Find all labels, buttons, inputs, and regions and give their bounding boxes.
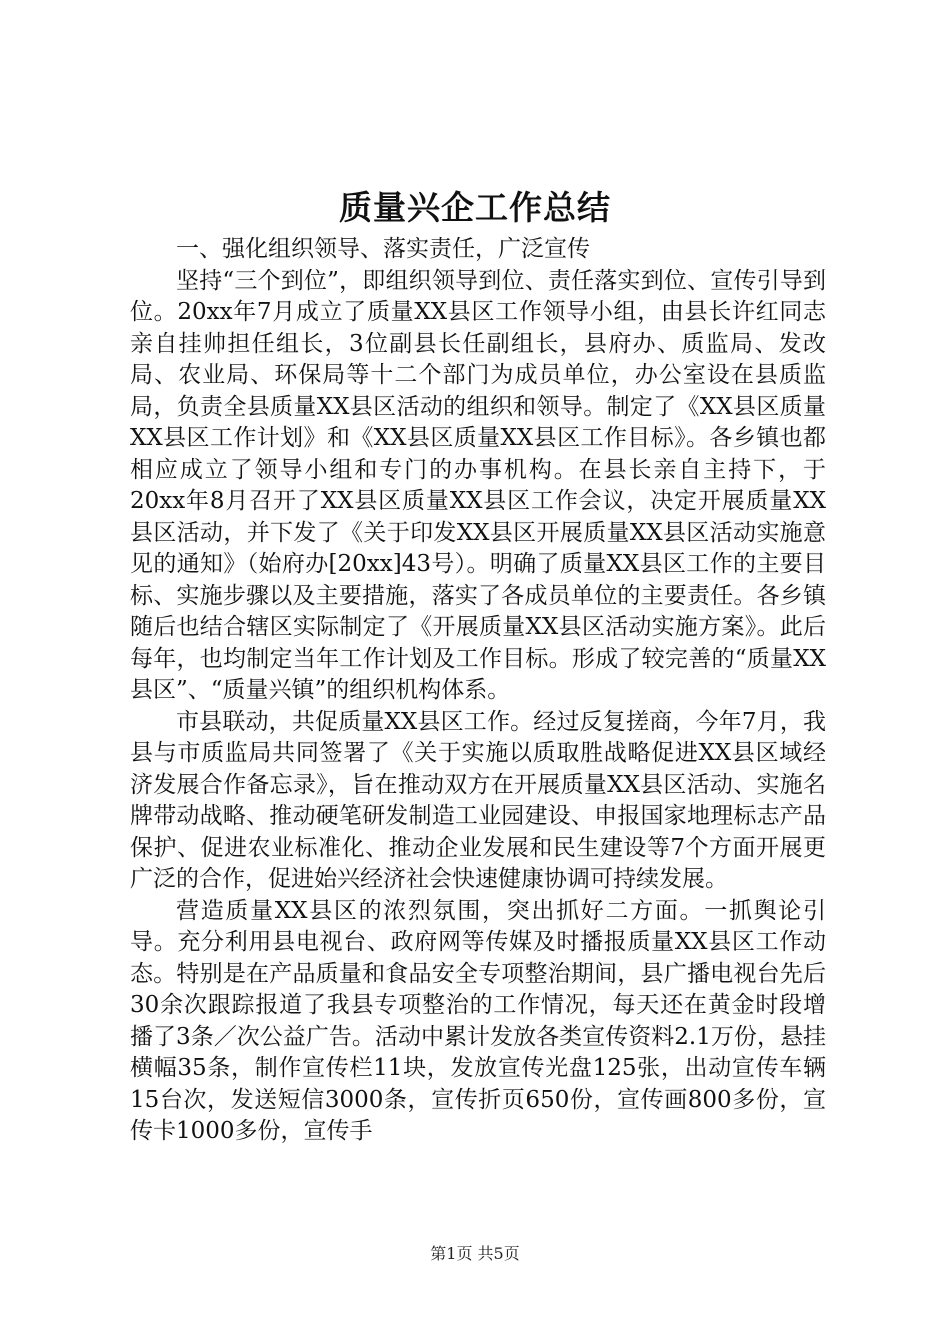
page-footer: 第1页 共5页 (430, 1244, 520, 1263)
section-heading: 一、强化组织领导、落实责任，广泛宣传 (176, 236, 590, 262)
document-title: 质量兴企工作总结 (339, 188, 611, 227)
paragraph-2: 市县联动，共促质量XX县区工作。经过反复搓商，今年7月，我县与市质监局共同签署了《关于实施以质取胜战略促进XX县区域经济发展合作备忘录》，旨在推动双方在开展质量XX县区活动、实施名牌带动战略、推动硬笔研发制造工业园建设、申报国家地理标志产品保护、促进农业标准化、推动企业发展和民生建设等7个方面开展更广泛的合作，促进始兴经济社会快速健康协调可持续发展。 (130, 708, 826, 892)
paragraph-3: 营造质量XX县区的浓烈氛围，突出抓好二方面。一抓舆论引导。充分利用县电视台、政府网等传媒及时播报质量XX县区工作动态。特别是在产品质量和食品安全专项整治期间，县广播电视台先后30余次跟踪报道了我县专项整治的工作情况，每天还在黄金时段增播了3条／次公益广告。活动中累计发放各类宣传资料2.1万份，悬挂横幅35条，制作宣传栏11块，发放宣传光盘125张，出动宣传车辆15台次，发送短信3000条，宣传折页650份，宣传画800多份，宣传卡1000多份，宣传手 (130, 897, 826, 1144)
paragraph-1: 坚持“三个到位”，即组织领导到位、责任落实到位、宣传引导到位。20xx年7月成立了质量XX县区工作领导小组，由县长许红同志亲自挂帅担任组长，3位副县长任副组长，县府办、质监局、发改局、农业局、环保局等十二个部门为成员单位，办公室设在县质监局，负责全县质量XX县区活动的组织和领导。制定了《XX县区质量XX县区工作计划》和《XX县区质量XX县区工作目标》。各乡镇也都相应成立了领导小组和专门的办事机构。在县长亲自主持下，于20xx年8月召开了XX县区质量XX县区工作会议，决定开展质量XX县区活动，并下发了《关于印发XX县区开展质量XX县区活动实施意见的通知》（始府办[20xx]43号）。明确了质量XX县区工作的主要目标、实施步骤以及主要措施，落实了各成员单位的主要责任。各乡镇随后也结合辖区实际制定了《开展质量XX县区活动实施方案》。此后每年，也均制定当年工作计划及工作目标。形成了较完善的“质量XX县区”、“质量兴镇”的组织机构体系。 (130, 267, 826, 703)
document-body (130, 234, 826, 1148)
